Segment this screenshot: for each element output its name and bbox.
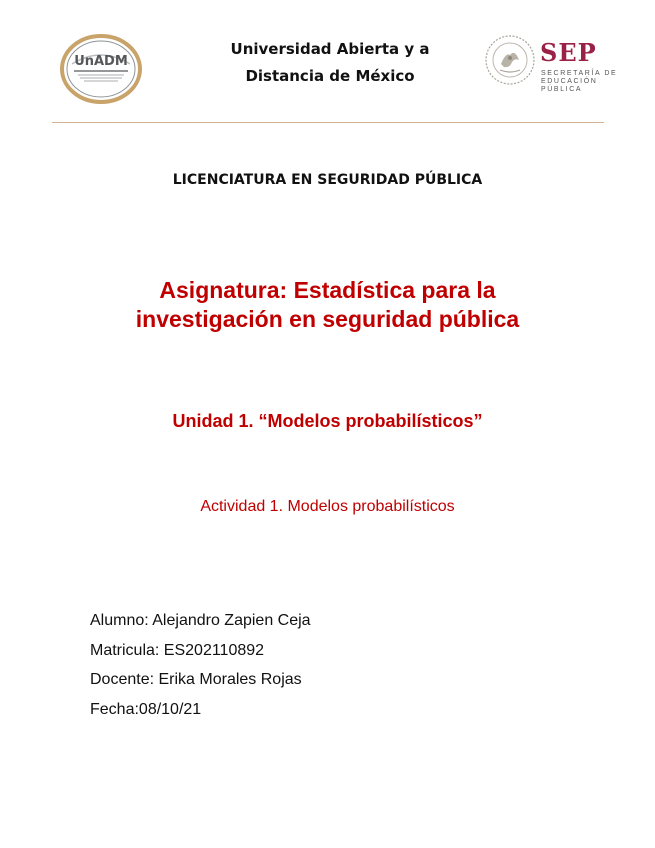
university-name-line1: Universidad Abierta y a xyxy=(230,40,430,58)
mexican-seal-icon xyxy=(484,34,536,86)
sep-logo xyxy=(484,34,644,93)
subject-title xyxy=(60,276,595,334)
student-id: Matricula: ES202110892 xyxy=(90,641,265,659)
activity-title: Actividad 1. Modelos probabilísticos xyxy=(200,498,455,515)
subject-title-line1: Asignatura: Estadística para la xyxy=(159,277,496,303)
svg-text:UnADM: UnADM xyxy=(74,54,128,69)
degree-title: LICENCIATURA EN SEGURIDAD PÚBLICA xyxy=(172,172,483,188)
sep-wordmark: SEP xyxy=(540,38,597,67)
student-name: Alumno: Alejandro Zapien Ceja xyxy=(90,612,311,629)
unit-title: Unidad 1. “Modelos probabilísticos” xyxy=(172,411,483,431)
date: Fecha:08/10/21 xyxy=(90,700,202,718)
unadm-logo xyxy=(60,34,142,104)
university-name-line2: Distancia de México xyxy=(245,67,415,85)
header-divider xyxy=(52,122,604,123)
subject-title-line2: investigación en seguridad pública xyxy=(135,306,520,332)
university-name xyxy=(190,36,470,90)
student-info xyxy=(90,611,311,729)
sep-subtitle: SECRETARÍA DE EDUCACIÓN PÚBLICA xyxy=(541,70,618,93)
teacher-name: Docente: Erika Morales Rojas xyxy=(90,671,302,688)
